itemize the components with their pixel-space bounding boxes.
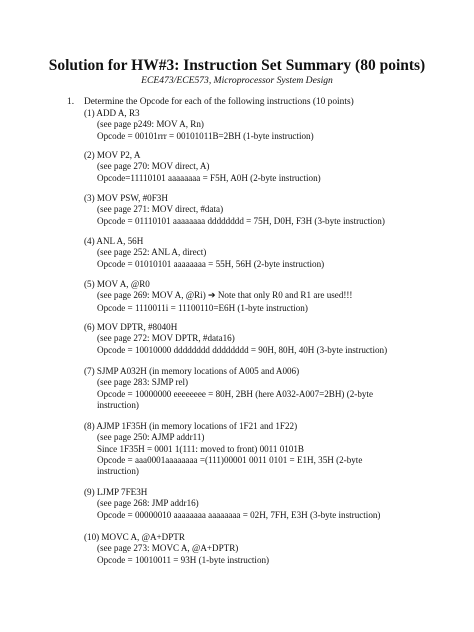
opcode-line: Opcode = 10010011 = 93H (1-byte instruction) [97, 554, 270, 565]
instruction-heading: (10) MOVC A, @A+DPTR [84, 532, 185, 542]
address-breakdown: Since 1F35H = 0001 1(111: moved to front) 0011 0101B [97, 443, 304, 454]
list-item-10 [84, 532, 269, 566]
list-item-1 [84, 108, 314, 142]
page-reference: (see page 273: MOVC A, @A+DPTR) [97, 543, 239, 554]
list-item-4 [84, 236, 324, 270]
opcode-line: Opcode = 1110011i = 11100110=E6H (1-byte instruction) [97, 302, 308, 313]
instruction-heading: (1) ADD A, R3 [84, 108, 140, 118]
instruction-heading: (8) AJMP 1F35H (in memory locations of 1F21 and 1F22) [84, 421, 298, 431]
page-reference: (see page 283: SJMP rel) [97, 377, 189, 388]
instruction-heading: (3) MOV PSW, #0F3H [84, 193, 168, 203]
list-item-3 [84, 193, 385, 227]
page-reference: (see page 272: MOV DPTR, #data16) [97, 333, 235, 344]
instruction-heading: (5) MOV A, @R0 [84, 279, 150, 289]
instruction-heading: (2) MOV P2, A [84, 150, 141, 160]
instruction-heading: (7) SJMP A032H (in memory locations of A005 and A006) [84, 366, 300, 376]
opcode-line: Opcode = aaa0001aaaaaaaa =(111)00001 0011 0101 = E1H, 35H (2-byte instruction) [97, 454, 363, 477]
list-item-6 [84, 322, 387, 356]
opcode-line: Opcode = 10010000 dddddddd dddddddd = 90H, 80H, 40H (3-byte instruction) [97, 344, 388, 355]
list-item-8 [84, 421, 397, 477]
list-item-7 [84, 366, 397, 411]
question-text: Determine the Opcode for each of the following instructions (10 points) [84, 97, 354, 107]
page-reference: (see page 250: AJMP addr11) [97, 432, 205, 443]
opcode-line: Opcode = 01110101 aaaaaaaa dddddddd = 75H, D0H, F3H (3-byte instruction) [97, 215, 385, 226]
page-reference: (see page 268: JMP addr16) [97, 498, 199, 509]
page-reference: (see page 270: MOV direct, A) [97, 161, 210, 172]
page-reference: (see page 252: ANL A, direct) [97, 247, 207, 258]
document-subtitle: ECE473/ECE573, Microprocessor System Design [141, 75, 333, 86]
page-reference [84, 290, 352, 302]
opcode-line: Opcode = 01010101 aaaaaaaa = 55H, 56H (2-byte instruction) [97, 258, 325, 269]
opcode-line: Opcode = 10000000 eeeeeeee = 80H, 2BH (here A032-A007=2BH) (2-byte instruction) [97, 388, 373, 410]
instruction-heading: (4) ANL A, 56H [84, 236, 144, 246]
instruction-heading: (9) LJMP 7FE3H [84, 487, 148, 497]
document-title: Solution for HW#3: Instruction Set Summary (80 points) [48, 57, 426, 74]
question-number: 1. [67, 97, 75, 107]
opcode-line: Opcode=11110101 aaaaaaaa = F5H, A0H (2-byte instruction) [97, 172, 321, 183]
note-text: Note that only R0 and R1 are used!!! [217, 290, 353, 301]
list-item-2 [84, 150, 321, 184]
page-reference: (see page 271: MOV direct, #data) [97, 204, 224, 215]
opcode-line: Opcode = 00000010 aaaaaaaa aaaaaaaa = 02H, 7FH, E3H (3-byte instruction) [97, 509, 381, 520]
page-reference-text: (see page 269: MOV A, @Ri) [97, 290, 206, 301]
instruction-heading: (6) MOV DPTR, #8040H [84, 322, 178, 332]
page-reference: (see page p249: MOV A, Rn) [97, 119, 204, 130]
opcode-line: Opcode = 00101rrr = 00101011B=2BH (1-byte instruction) [97, 130, 314, 141]
list-item-9 [84, 487, 380, 521]
list-item-5 [84, 279, 352, 314]
right-arrow-icon: ➔ [208, 291, 216, 302]
